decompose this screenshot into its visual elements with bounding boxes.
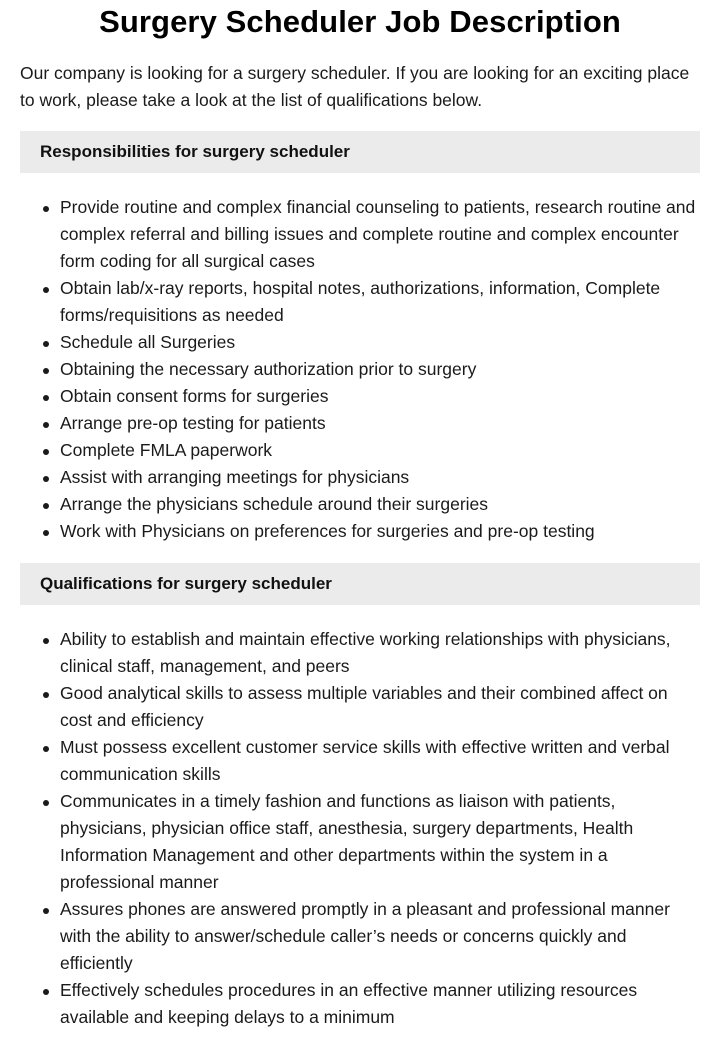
- list-item: Must possess excellent customer service skills with effective written and verbal communication skills: [60, 734, 700, 788]
- list-item: Effectively schedules procedures in an effective manner utilizing resources available and keeping delays to a minimum: [60, 977, 700, 1031]
- list-item: Arrange pre-op testing for patients: [60, 410, 700, 437]
- list-item: Provide routine and complex financial counseling to patients, research routine and complex referral and billing issues and complete routine and complex encounter form coding for all surgical cases: [60, 194, 700, 275]
- list-item: Good analytical skills to assess multiple variables and their combined affect on cost and efficiency: [60, 680, 700, 734]
- list-item: Assist with arranging meetings for physicians: [60, 464, 700, 491]
- list-item: Communicates in a timely fashion and functions as liaison with patients, physicians, physician office staff, anesthesia, surgery departments, Health Information Management and other departments within the system in a professional manner: [60, 788, 700, 896]
- list-item: Obtaining the necessary authorization prior to surgery: [60, 356, 700, 383]
- list-item: Ability to establish and maintain effective working relationships with physicians, clinical staff, management, and peers: [60, 626, 700, 680]
- list-item: Work with Physicians on preferences for surgeries and pre-op testing: [60, 518, 700, 545]
- list-item: Schedule all Surgeries: [60, 329, 700, 356]
- qualifications-list: [20, 626, 700, 1031]
- intro-paragraph: Our company is looking for a surgery scheduler. If you are looking for an exciting place to work, please take a look at the list of qualifications below.: [20, 63, 690, 110]
- list-item: Obtain lab/x-ray reports, hospital notes, authorizations, information, Complete forms/requisitions as needed: [60, 275, 700, 329]
- responsibilities-list: [20, 194, 700, 545]
- list-item: Arrange the physicians schedule around their surgeries: [60, 491, 700, 518]
- list-item: Assures phones are answered promptly in a pleasant and professional manner with the ability to answer/schedule caller’s needs or concerns quickly and efficiently: [60, 896, 700, 977]
- responsibilities-heading: Responsibilities for surgery scheduler: [20, 131, 700, 173]
- page-title: Surgery Scheduler Job Description: [99, 4, 621, 39]
- list-item: Obtain consent forms for surgeries: [60, 383, 700, 410]
- list-item: Complete FMLA paperwork: [60, 437, 700, 464]
- qualifications-heading: Qualifications for surgery scheduler: [20, 563, 700, 605]
